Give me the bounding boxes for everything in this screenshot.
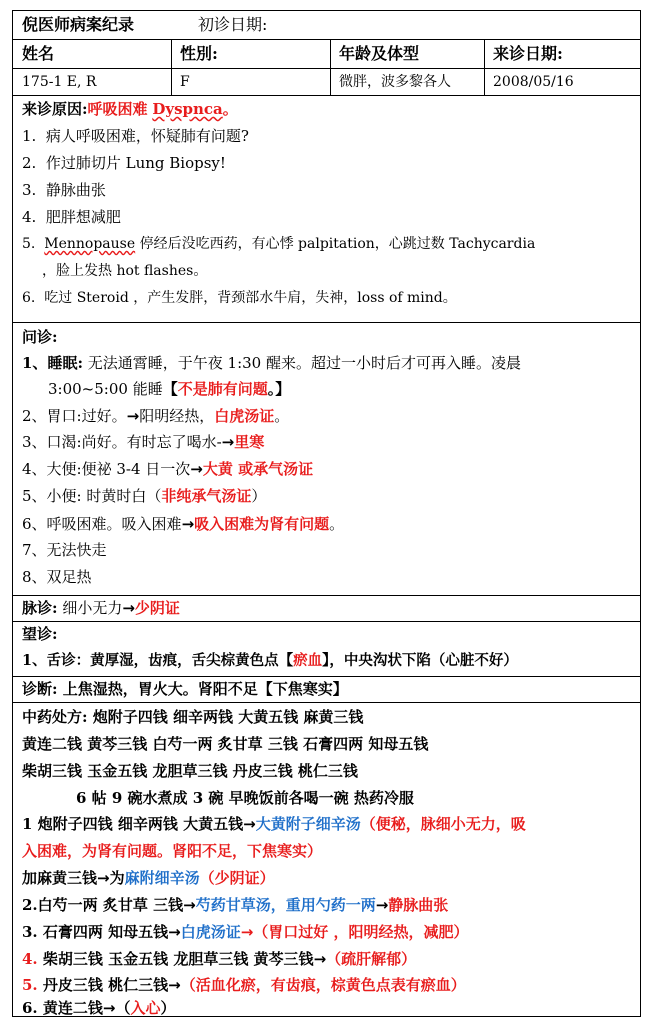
formula-analysis: 6. 黄连二钱→（入心）: [22, 999, 176, 1017]
patient-visit-date: 2008/05/16: [493, 74, 574, 90]
column-divider: [484, 39, 485, 96]
patient-age-body: 微胖，波多黎各人: [339, 74, 451, 90]
formula-analysis: 5. 丹皮三钱 桃仁三钱→（活血化瘀，有齿痕，棕黄色点表有瘀血）: [22, 976, 466, 994]
inquiry-heading: 问诊:: [22, 328, 58, 346]
patient-name: 175-1 E, R: [22, 74, 97, 90]
arrow-icon: →: [122, 599, 135, 617]
inquiry-item: 4、大便:便祕 3-4 日一次→大黄 或承气汤证: [22, 460, 314, 478]
inquiry-item: 1、睡眠: 无法通霄睡，于午夜 1:30 醒来。超过一小时后才可再入睡。凌晨: [22, 354, 521, 372]
observation-heading: 望诊:: [22, 625, 58, 643]
patient-sex: F: [180, 74, 190, 90]
inquiry-item-continued: 3:00~5:00 能睡【不是肺有问题。】: [48, 380, 291, 398]
reason-item: 5. Mennopause 停经后没吃西药，有心悸 palpitation，心跳过数 Tachycardia: [22, 236, 536, 252]
border-line: [12, 68, 641, 69]
column-divider: [171, 39, 172, 96]
border-line: [12, 595, 641, 596]
arrow-icon: →: [126, 407, 140, 425]
medical-record: [12, 10, 641, 1017]
first-visit-label: 初诊日期:: [198, 15, 268, 34]
border-line: [12, 322, 641, 323]
border-line: [12, 621, 641, 622]
arrow-icon: →: [168, 923, 181, 941]
border-line: [12, 676, 641, 677]
diagnosis: 诊断: 上焦湿热，胃火大。肾阳不足【下焦寒实】: [22, 680, 348, 698]
reason-item: 1. 病人呼吸困难，怀疑肺有问题?: [22, 127, 249, 145]
inquiry-item: 8、双足热: [22, 568, 92, 586]
inquiry-item: 7、无法快走: [22, 541, 107, 559]
reason-item: 4. 肥胖想减肥: [22, 208, 121, 226]
inquiry-item: 5、小便: 时黄时白（非纯承气汤证）: [22, 487, 267, 505]
inquiry-item: 6、呼吸困难。吸入困难→吸入困难为肾有问题。: [22, 515, 345, 533]
inquiry-item: 3、口渴:尚好。有时忘了喝水-→里寒: [22, 433, 265, 451]
arrow-icon: →: [168, 976, 181, 994]
reason-item-continued: ，脸上发热 hot flashes。: [42, 263, 208, 279]
visit-date-header: 来诊日期:: [493, 44, 563, 63]
reason-item: 2. 作过肺切片 Lung Biopsy!: [22, 154, 226, 172]
formula-analysis: 3. 石膏四两 知母五钱→白虎汤证→（胃口过好 ，阳明经热，减肥）: [22, 923, 469, 941]
formula-analysis-continued: 入困难，为肾有问题。肾阳不足，下焦寒实）: [22, 842, 323, 860]
arrow-icon: →: [243, 815, 256, 833]
name-header: 姓名: [22, 44, 55, 63]
age-body-header: 年龄及体型: [339, 44, 420, 63]
formula-analysis: 2.白芍一两 炙甘草 三钱→芍药甘草汤，重用勺药一两→静脉曲张: [22, 896, 449, 914]
border-line: [12, 39, 641, 40]
border-line: [12, 95, 641, 96]
border-line: [12, 10, 641, 11]
column-divider: [330, 39, 331, 96]
border-line: [640, 10, 641, 1017]
sex-header: 性別:: [180, 44, 218, 63]
prescription-line: 黄连二钱 黄芩三钱 白芍一两 炙甘草 三钱 石膏四两 知母五钱: [22, 735, 429, 753]
arrow-icon: →: [190, 460, 203, 478]
prescription-line: 中药处方: 炮附子四钱 细辛两钱 大黄五钱 麻黄三钱: [22, 708, 364, 726]
tongue-diagnosis: 1、舌诊：黄厚湿，齿痕，舌尖棕黄色点【瘀血】，中央沟状下陷（心脏不好）: [22, 652, 518, 669]
arrow-icon: →: [183, 896, 196, 914]
arrow-icon: →: [313, 950, 327, 968]
record-title: 倪医师病案纪录: [22, 15, 135, 34]
reason-item: 3. 静脉曲张: [22, 181, 106, 199]
formula-analysis: 加麻黄三钱→为麻附细辛汤（少阴证）: [22, 869, 275, 887]
dosage-instructions: 6 帖 9 碗水煮成 3 碗 早晚饭前各喝一碗 热药冷服: [76, 789, 414, 807]
pulse-diagnosis: 脉诊: 细小无力→少阴证: [22, 599, 180, 617]
arrow-icon: →: [181, 515, 195, 533]
border-line: [12, 702, 641, 703]
arrow-icon: →: [97, 869, 110, 887]
formula-analysis: 1 炮附子四钱 细辛两钱 大黄五钱→大黄附子细辛汤（便秘，脉细小无力，吸: [22, 815, 526, 833]
arrow-icon: →: [102, 999, 116, 1017]
formula-analysis: 4. 柴胡三钱 玉金五钱 龙胆草三钱 黄芩三钱→（疏肝解郁）: [22, 950, 417, 968]
arrow-icon: →: [240, 923, 254, 941]
arrow-icon: →: [375, 896, 389, 914]
arrow-icon: →: [221, 433, 235, 451]
reason-item: 6. 吃过 Steroid ，产生发胖，背颈部水牛肩，失神，loss of mind。: [22, 290, 457, 306]
visit-reason-heading: 来诊原因:呼吸困难 Dyspnca。: [22, 100, 238, 118]
border-line: [12, 10, 13, 1017]
prescription-line: 柴胡三钱 玉金五钱 龙胆草三钱 丹皮三钱 桃仁三钱: [22, 762, 358, 780]
inquiry-item: 2、胃口:过好。→阳明经热，白虎汤证。: [22, 407, 290, 425]
